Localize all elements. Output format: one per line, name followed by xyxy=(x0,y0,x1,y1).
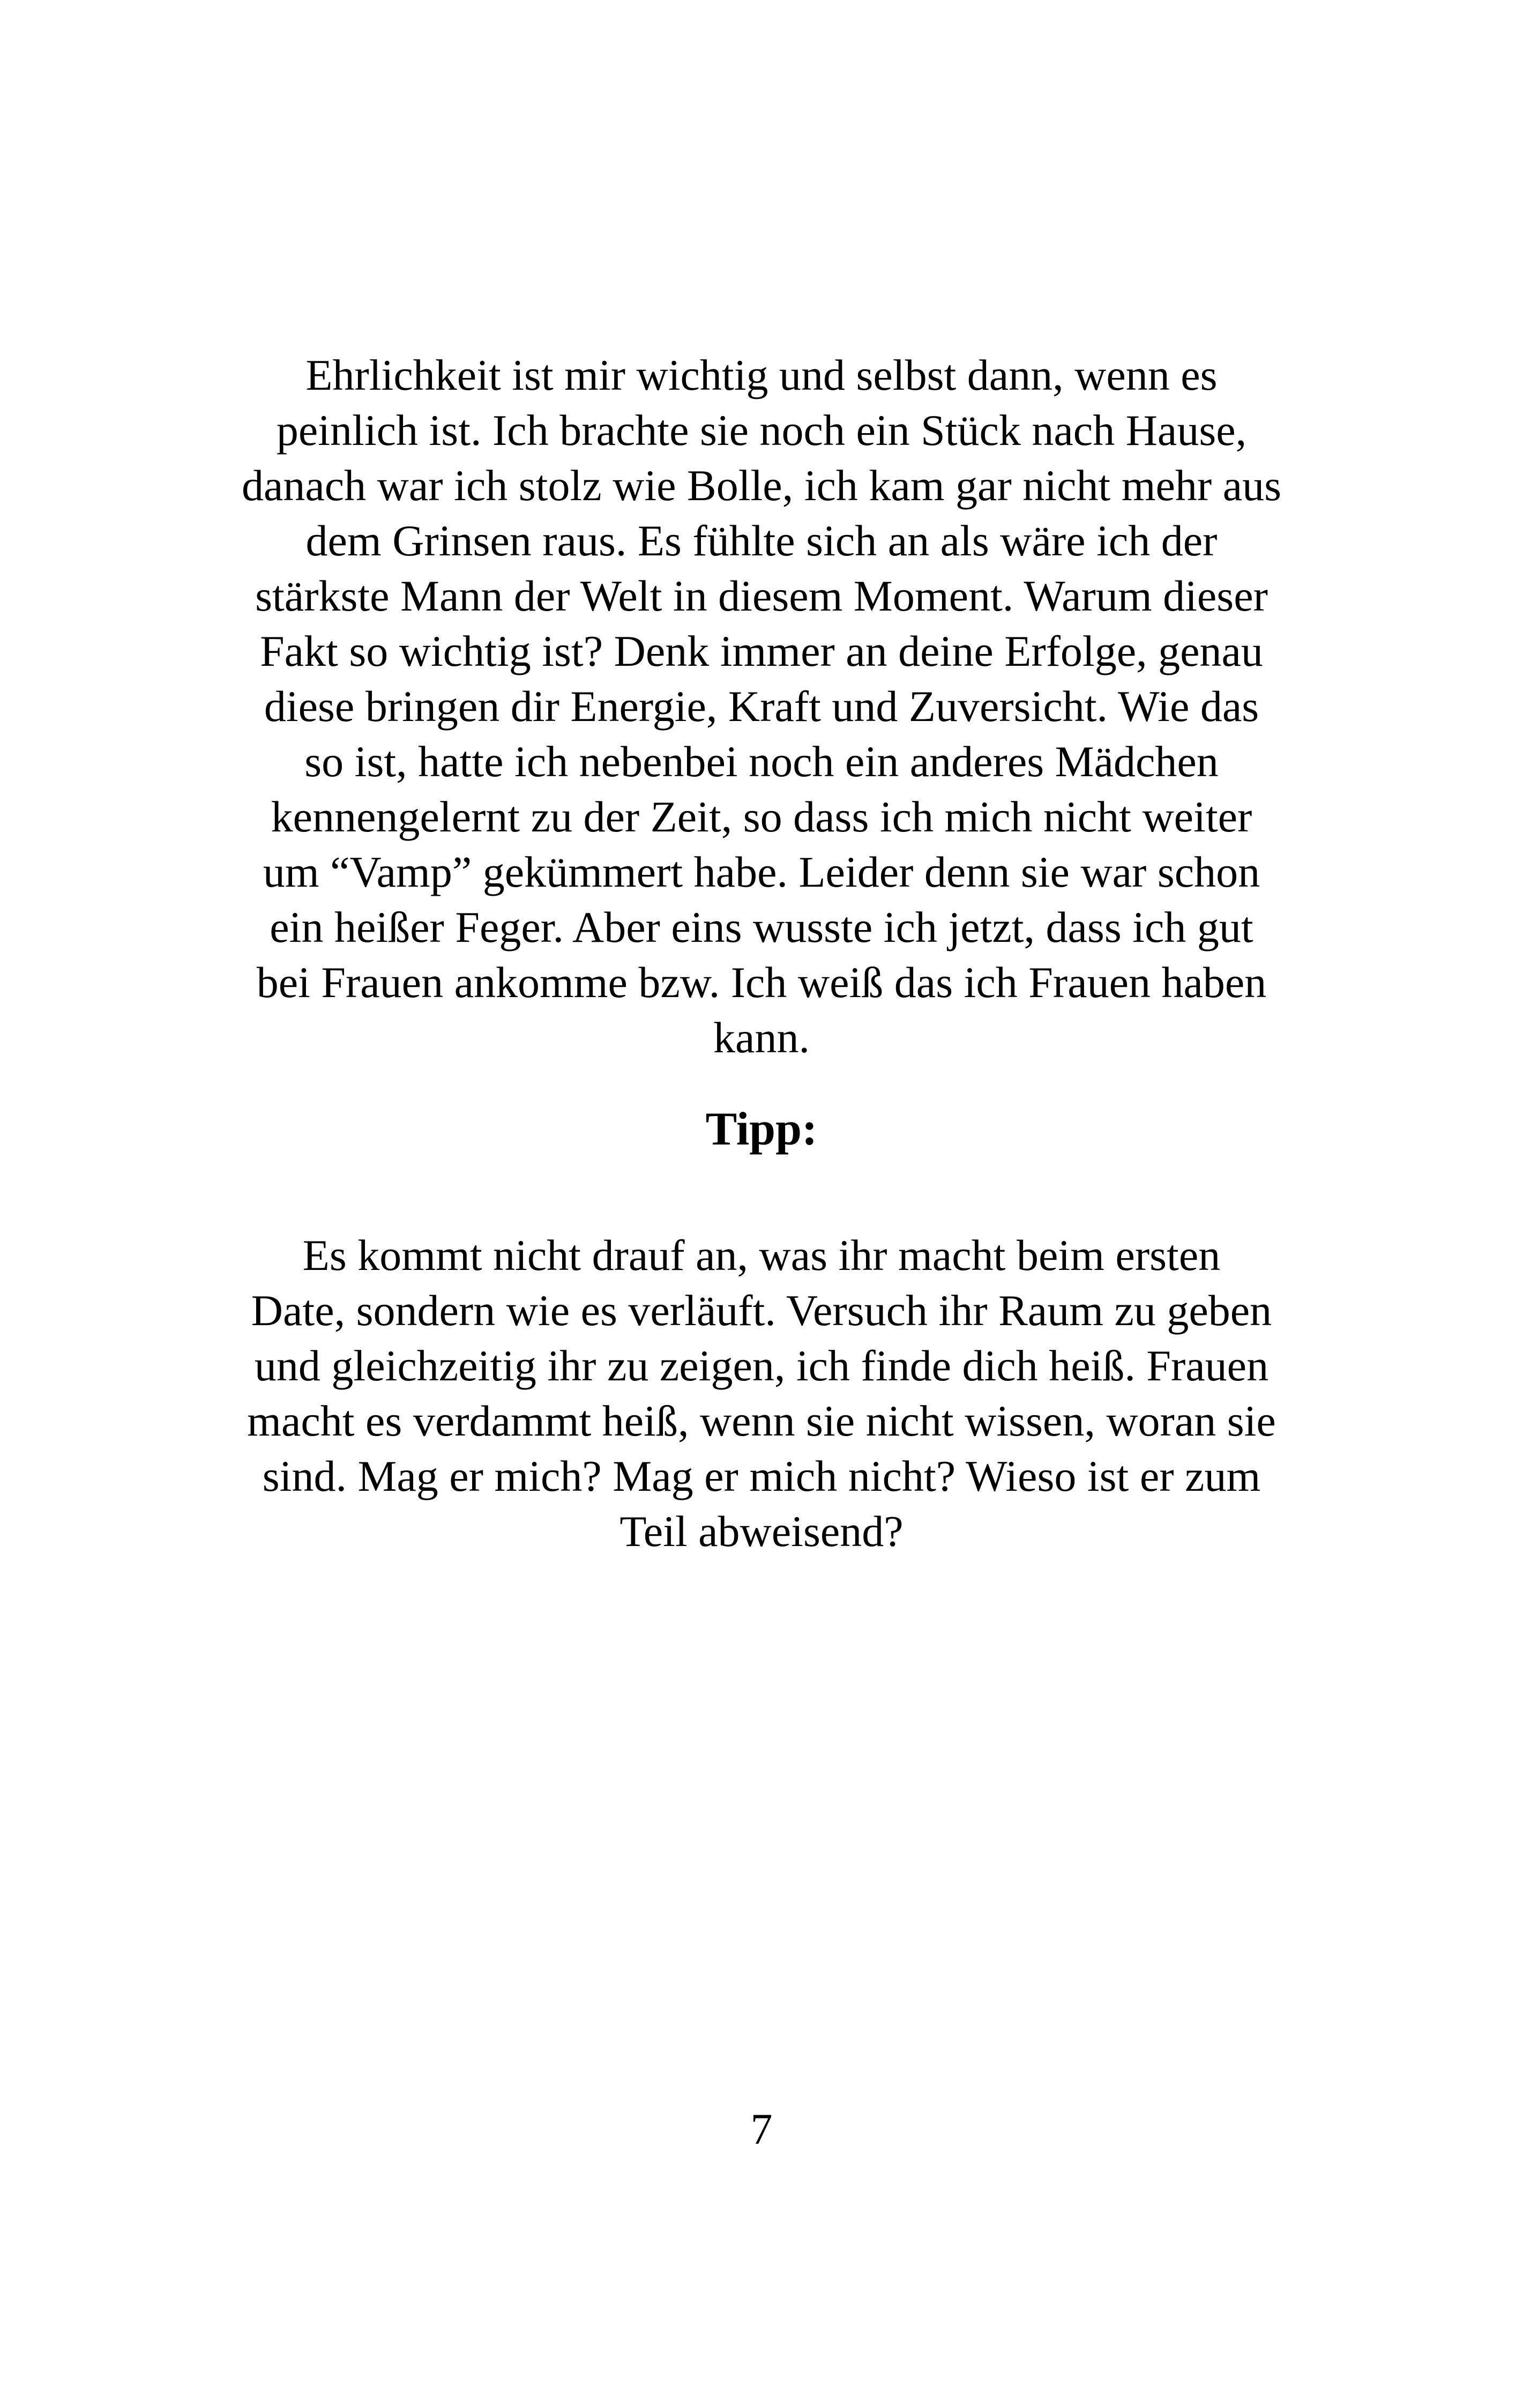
paragraph-line: kennengelernt zu der Zeit, so dass ich mich nicht weiter xyxy=(271,792,1252,841)
paragraph-line: Ehrlichkeit ist mir wichtig und selbst dann, wenn es xyxy=(305,351,1218,399)
paragraph-line: peinlich ist. Ich brachte sie noch ein Stück nach Hause, xyxy=(276,406,1247,455)
tip-line: macht es verdammt heiß, wenn sie nicht wissen, woran sie xyxy=(247,1396,1276,1445)
tip-heading: Tipp: xyxy=(705,1103,818,1155)
tip-line: Teil abweisend? xyxy=(619,1507,904,1556)
paragraph-line: so ist, hatte ich nebenbei noch ein anderes Mädchen xyxy=(304,737,1219,786)
tip-line: und gleichzeitig ihr zu zeigen, ich finde dich heiß. Frauen xyxy=(254,1341,1269,1390)
paragraph-line: diese bringen dir Energie, Kraft und Zuversicht. Wie das xyxy=(264,682,1259,731)
paragraph-line: danach war ich stolz wie Bolle, ich kam gar nicht mehr aus xyxy=(241,461,1281,510)
paragraph-line: ein heißer Feger. Aber eins wusste ich jetzt, dass ich gut xyxy=(270,903,1253,952)
page-number: 7 xyxy=(750,2105,773,2153)
paragraph-line: dem Grinsen raus. Es fühlte sich an als wäre ich der xyxy=(305,516,1218,565)
body-paragraph xyxy=(193,347,1330,1065)
paragraph-line: stärkste Mann der Welt in diesem Moment. Warum dieser xyxy=(255,571,1268,620)
paragraph-line: um “Vamp” gekümmert habe. Leider denn sie war schon xyxy=(263,848,1260,896)
paragraph-line: bei Frauen ankomme bzw. Ich weiß das ich Frauen haben xyxy=(256,958,1267,1007)
tip-line: sind. Mag er mich? Mag er mich nicht? Wieso ist er zum xyxy=(262,1452,1261,1500)
tip-paragraph xyxy=(193,1228,1330,1559)
tip-line: Es kommt nicht drauf an, was ihr macht beim ersten xyxy=(302,1231,1221,1280)
paragraph-line: Fakt so wichtig ist? Denk immer an deine Erfolge, genau xyxy=(260,627,1263,675)
paragraph-line: kann. xyxy=(713,1013,810,1062)
tip-line: Date, sondern wie es verläuft. Versuch ihr Raum zu geben xyxy=(251,1286,1272,1335)
